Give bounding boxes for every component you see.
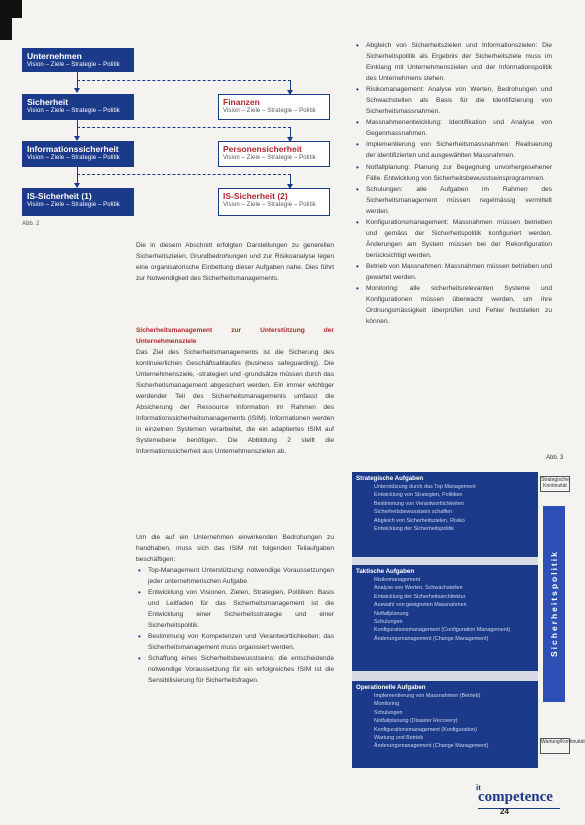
table-caption: Abb. 3 <box>546 455 564 461</box>
section-operational <box>352 681 538 768</box>
section-item: Änderungsmanagement (Change Management) <box>374 635 489 642</box>
section-item: Notfallplanung <box>374 610 409 617</box>
security-hierarchy-diagram <box>22 38 334 226</box>
section-item: Implementierung von Massnahmen (Betrieb) <box>374 693 481 699</box>
section-item: Sicherheitsbewusstsein schaffen <box>374 509 453 516</box>
side-label-bottom: Wartung/Kontinuität <box>540 738 570 754</box>
diagram-box-personensicherheit <box>218 141 330 167</box>
body-paragraph: Das Ziel des Sicherheitsmanagements ist die Sicherung des kontinuierlichen Geschäftsablaufes (business safeguarding). Die Unternehmensziele, -strategien und -grundsätze müssen durch das Sicherheitsmanagement abgesichert werden. Ein immer wichtiger werdender Teil des Sicherheitsmanagements umfasst die Absicherung der Ressource Information im Rahmen des Informationssicherheitsmanagements (ISIM). Informationen werden in einzelnen Systemen verarbeitet, die ein adaptiertes ISIM auf Systemebene benötigen. Die Abbildung 2 stellt die Informationssicherheit aus Unternehmenszielen ab. <box>136 349 334 455</box>
list-item: • Top-Management Unterstützung: notwendige Voraussetzungen jeder unternehmerischen Aufgabe. <box>136 565 334 587</box>
section-item: Auswahl von geeigneten Massnahmen <box>374 602 467 609</box>
diagram-arrow <box>77 119 78 140</box>
list-item: • Abgleich von Sicherheitszielen und Informationszielen: Die Sicherheitspolitik als Ergebnis der Sicherheitsziele muss im Einklang mit Unternehmenszielen und der Informationspolitik des Unternehmens stehen. <box>354 40 552 84</box>
box-title: Unternehmen <box>27 51 82 61</box>
section-strategic <box>352 472 538 557</box>
list-item: • Implementierung von Sicherheitsmassnahmen: Realisierung der identifizierten und ausgewählten Massnahmen. <box>354 139 552 161</box>
section-title: Taktische Aufgaben <box>356 568 415 575</box>
section-item: Entwicklung der Sicherheitspolitik <box>374 526 454 533</box>
section-item: Schulungen <box>374 619 403 626</box>
box-title: Informationssicherheit <box>27 144 119 154</box>
section-item: Bestimmung von Verantwortlichkeiten <box>374 500 464 507</box>
box-title: IS-Sicherheit (2) <box>223 191 288 201</box>
figure-caption: Abb. 2 <box>22 221 40 227</box>
section-item: Entwicklung der Sicherheitsarchitektur <box>374 593 466 600</box>
section-item: Wartung und Betrieb <box>374 735 424 742</box>
box-subtitle: Vision – Ziele – Strategie – Politik <box>223 202 316 208</box>
box-subtitle: Vision – Ziele – Strategie – Politik <box>27 202 120 208</box>
intro-paragraph: Die in diesem Abschnitt erfolgten Darstellungen zu generellen Sicherheitszielen, Grundbedrohungen und zur Risikoanalyse legen eine organisatorische Einbettung dieser Aufgaben nahe. Dies führt zur Notwendigkeit des Sicherheitsmanagements. <box>136 242 334 282</box>
section-item: Konfigurationsmanagement (Konfiguration) <box>374 726 477 733</box>
list-item: • Konfigurationsmanagement: Massnahmen müssen betrieben und gemäss der Sicherheitspolitik konfiguriert werden. Änderungen am System müssen bei der Rekonfiguration berücksichtigt werden. <box>354 217 552 261</box>
section-item: Änderungsmanagement (Change Management) <box>374 743 489 750</box>
list-item: • Monitoring: alle sicherheitsrelevanten Systeme und Konfigurationen müssen überwacht werden, um ihre Ordnungsmässigkeit überprüfen und Fehler feststellen zu können. <box>354 283 552 327</box>
box-title: Sicherheit <box>27 97 69 107</box>
section-item: Unterstützung durch das Top Management <box>374 484 476 490</box>
diagram-box-sicherheit <box>22 94 134 120</box>
box-title: Personensicherheit <box>223 144 302 154</box>
section-heading: Sicherheitsmanagement zur Unterstützung der Unternehmensziele <box>136 327 334 345</box>
section-title: Operationelle Aufgaben <box>356 684 426 691</box>
list-item: • Notfallplanung: Planung zur Begegnung unvorhergesehener Fälle. Entwicklung von Sicherheitsbewusstseinsprogrammen. <box>354 162 552 184</box>
diagram-arrow <box>290 127 291 141</box>
diagram-arrow <box>77 166 78 187</box>
box-title: Finanzen <box>223 97 260 107</box>
diagram-dashed-connector <box>77 80 291 81</box>
left-column-section <box>136 325 334 457</box>
section-item: Konfigurationsmanagement (Configuration Management) <box>374 627 511 634</box>
policy-bar-label: Sicherheitspolitik <box>549 550 559 658</box>
task-table <box>352 472 538 768</box>
diagram-box-is-sicherheit-1 <box>22 188 134 216</box>
side-label-top: Strategische Kontinuität <box>540 476 570 492</box>
section-item: Entwicklung von Strategien, Politiken <box>374 492 463 499</box>
diagram-box-informationssicherheit <box>22 141 134 167</box>
body-paragraph: Um die auf ein Unternehmen einwirkenden Bedrohungen zu handhaben, muss sich das ISIM mit folgenden Teilaufgaben beschäftigen: <box>136 534 334 563</box>
left-column-tasks <box>136 532 334 686</box>
left-column <box>136 240 334 284</box>
diagram-arrow <box>77 71 78 92</box>
diagram-box-is-sicherheit-2 <box>218 188 330 216</box>
diagram-dashed-connector <box>77 127 291 128</box>
box-subtitle: Vision – Ziele – Strategie – Politik <box>27 108 120 114</box>
list-item: • Schulungen: alle Aufgaben im Rahmen des Sicherheitsmanagement müssen regelmässig vermittelt werden. <box>354 184 552 217</box>
right-column <box>354 40 552 327</box>
logo-wordmark: competence <box>478 789 553 805</box>
section-item: Analyse von Werten, Schwachstellen <box>374 585 463 592</box>
box-subtitle: Vision – Ziele – Strategie – Politik <box>223 155 316 161</box>
list-item: • Entwicklung von Visionen, Zielen, Strategien, Politiken: Basis und Leitfaden für das Sicherheitsmanagement ist die Entwicklung einer Sicherheitsstrategie und einer Sicherheitspolitik. <box>136 587 334 631</box>
list-item: • Massnahmenentwicklung: Identifikation und Analyse von Gegenmassnahmen. <box>354 117 552 139</box>
section-item: Risikomanagement <box>374 577 421 583</box>
corner-mark-bar <box>0 0 12 40</box>
list-item: • Betrieb von Massnahmen: Massnahmen müssen betrieben und gewartet werden. <box>354 261 552 283</box>
diagram-arrow <box>290 174 291 188</box>
task-list <box>136 565 334 686</box>
box-title: IS-Sicherheit (1) <box>27 191 92 201</box>
list-item: • Risikomanagement: Analyse von Werten, Bedrohungen und Schwachstellen als Basis für die Identifizierung von Sicherheitsmassnahmen. <box>354 84 552 117</box>
list-item: • Schaffung eines Sicherheitsbewusstseins: die entscheidende notwendige Voraussetzung für ein erfolgreiches ISIM ist die Sensibilisierung für Sicherheitsfragen. <box>136 653 334 686</box>
logo-underline <box>478 808 560 809</box>
policy-side-bar <box>540 490 570 740</box>
task-list <box>354 40 552 327</box>
box-subtitle: Vision – Ziele – Strategie – Politik <box>223 108 316 114</box>
page-number: 24 <box>500 807 509 816</box>
section-title: Strategische Aufgaben <box>356 475 424 482</box>
section-item: Notfallplanung (Disaster Recovery) <box>374 718 458 725</box>
section-tactical <box>352 565 538 671</box>
box-subtitle: Vision – Ziele – Strategie – Politik <box>27 155 120 161</box>
section-item: Schulungen <box>374 709 403 716</box>
competence-logo <box>476 783 564 811</box>
section-item: Monitoring <box>374 701 400 708</box>
logo-superscript: it <box>476 783 481 792</box>
list-item: • Bestimmung von Kompetenzen und Verantwortlichkeiten: das Sicherheitsmanagement muss organisiert werden. <box>136 631 334 653</box>
diagram-dashed-connector <box>77 174 291 175</box>
diagram-box-finanzen <box>218 94 330 120</box>
box-subtitle: Vision – Ziele – Strategie – Politik <box>27 62 120 68</box>
diagram-box-unternehmen <box>22 48 134 72</box>
section-item: Abgleich von Sicherheitszielen, Risiko <box>374 517 465 524</box>
diagram-arrow <box>290 80 291 94</box>
